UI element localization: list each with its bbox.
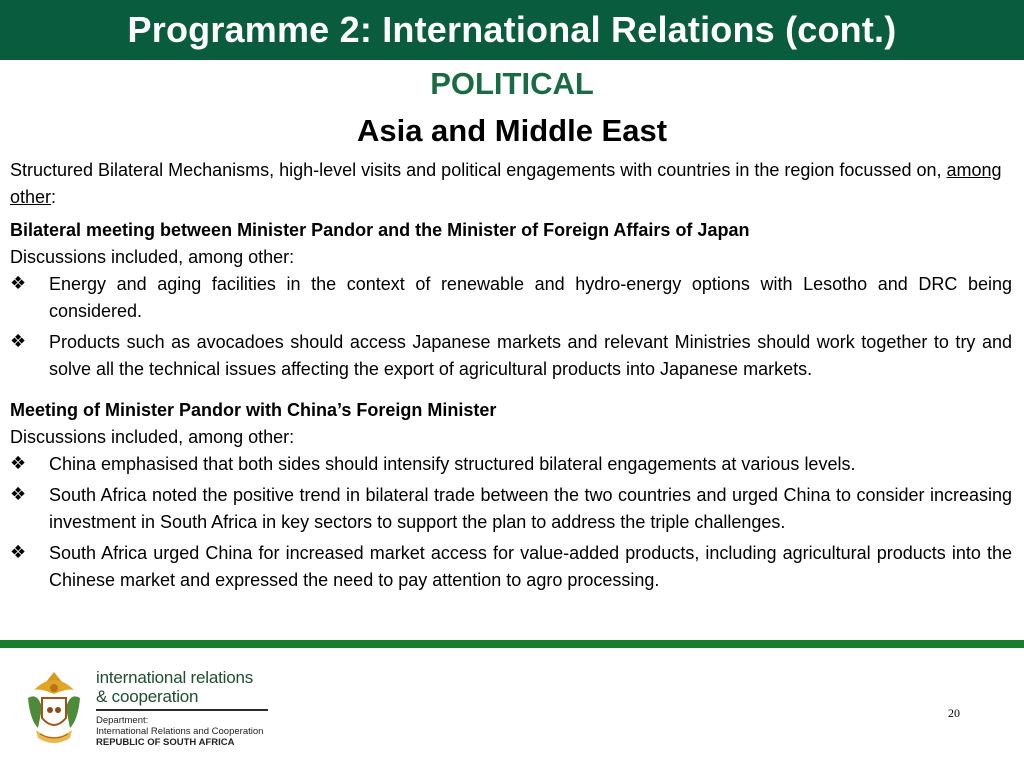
- department-branding: [96, 668, 276, 748]
- diamond-bullet-icon: ❖: [10, 484, 27, 504]
- slide-title: Programme 2: International Relations (cont.): [127, 9, 897, 50]
- section1-lead: Discussions included, among other:: [10, 247, 295, 267]
- bullet-text: South Africa urged China for increased market access for value-added products, including agricultural products into the Chinese market and expressed the need to pay attention to agro processing.: [49, 543, 1012, 590]
- bullet-text: Energy and aging facilities in the context of renewable and hydro-energy options with Lesotho and DRC being considered.: [49, 274, 1012, 321]
- list-item: [10, 451, 1012, 478]
- slide-content: [10, 157, 1012, 598]
- section2-lead: Discussions included, among other:: [10, 427, 295, 447]
- footer-divider: [0, 640, 1024, 648]
- page-number: 20: [948, 706, 960, 720]
- title-bar: [0, 0, 1024, 60]
- intro-text: Structured Bilateral Mechanisms, high-level visits and political engagements with countries in the region focussed on,: [10, 160, 947, 180]
- section2-heading: Meeting of Minister Pandor with China’s Foreign Minister: [10, 400, 497, 420]
- bullet-text: Products such as avocadoes should access Japanese markets and relevant Ministries should work together to try and solve all the technical issues affecting the export of agricultural products into Japanese markets.: [49, 332, 1012, 379]
- section1-bullet-list: [10, 271, 1012, 383]
- diamond-bullet-icon: ❖: [10, 331, 27, 351]
- coat-of-arms-icon: [24, 668, 84, 750]
- region-heading: Asia and Middle East: [356, 113, 668, 148]
- section1-heading: Bilateral meeting between Minister Pandor and the Minister of Foreign Affairs of Japan: [10, 220, 750, 240]
- brand-rule: [96, 709, 268, 711]
- department-name: International Relations and Cooperation: [96, 726, 264, 737]
- diamond-bullet-icon: ❖: [10, 453, 27, 473]
- list-item: [10, 271, 1012, 325]
- section2-bullet-list: [10, 451, 1012, 594]
- country-name: REPUBLIC OF SOUTH AFRICA: [96, 737, 235, 748]
- diamond-bullet-icon: ❖: [10, 542, 27, 562]
- department-label: Department:: [96, 715, 149, 726]
- intro-paragraph: [10, 157, 1012, 211]
- bullet-text: South Africa noted the positive trend in bilateral trade between the two countries and urged China to consider increasing investment in South Africa in key sectors to support the plan to address the triple challenges.: [49, 485, 1012, 532]
- intro-text-end: :: [51, 187, 57, 207]
- list-item: [10, 482, 1012, 536]
- section-subtitle: POLITICAL: [430, 66, 594, 101]
- brand-line-1: international relations: [96, 668, 253, 687]
- intro-underlined-text: among other: [10, 160, 1002, 207]
- brand-line-2: & cooperation: [96, 687, 199, 706]
- bullet-text: China emphasised that both sides should intensify structured bilateral engagements at various levels.: [49, 454, 856, 474]
- list-item: [10, 329, 1012, 383]
- diamond-bullet-icon: ❖: [10, 273, 27, 293]
- list-item: [10, 540, 1012, 594]
